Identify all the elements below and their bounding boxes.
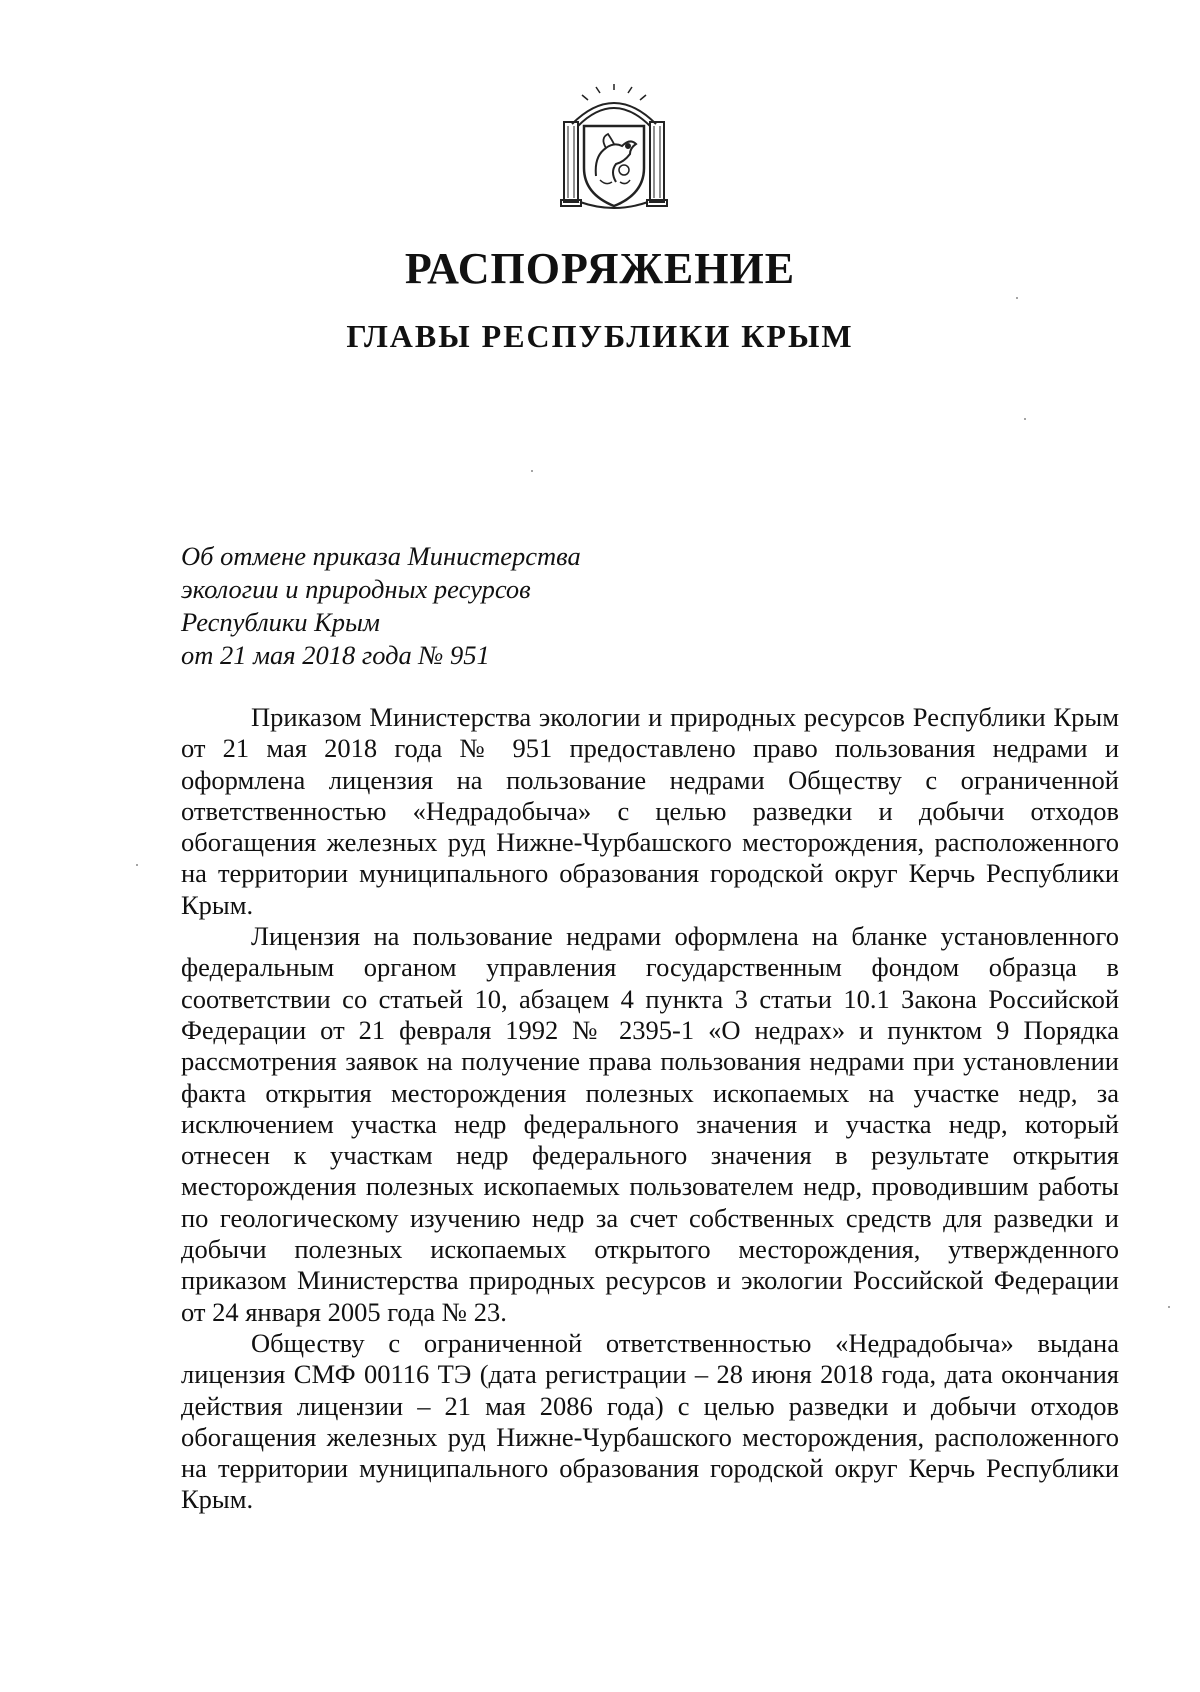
subject-line: Республики Крым — [181, 607, 380, 637]
subject-line: Об отмене приказа Министерства — [181, 541, 581, 571]
scan-speck — [1016, 297, 1018, 299]
document-subtitle: ГЛАВЫ РЕСПУБЛИКИ КРЫМ — [346, 318, 854, 354]
scan-speck — [531, 470, 533, 472]
subject-line: экологии и природных ресурсов — [181, 574, 531, 604]
scan-speck — [136, 864, 138, 866]
body-paragraph: Лицензия на пользование недрами оформлена на бланке установленного федеральным органом управления государственным фондом образца в соответствии со статьей 10, абзацем 4 пункта 3 статьи 10.1 Закона Российской Федерации от 21 февраля 1992 № 2395-1 «О недрах» и пунктом 9 Порядка рассмотрения заявок на получение права пользования недрами при установлении факта открытия месторождения полезных ископаемых на участке недр, за исключением участка недр федерального значения и участка недр, который отнесен к участкам недр федерального значения в результате открытия месторождения полезных ископаемых пользователем недр, проводившим работы по геологическому изучению недр за счет собственных средств для разведки и добычи полезных ископаемых открытого месторождения, утвержденного приказом Министерства природных ресурсов и экологии Российской Федерации от 24 января 2005 года № 23. — [181, 921, 1119, 1327]
document-title: РАСПОРЯЖЕНИЕ — [404, 244, 796, 293]
subject-line: от 21 мая 2018 года № 951 — [181, 640, 490, 670]
scan-speck — [1168, 1306, 1170, 1308]
crimea-coat-of-arms-icon — [560, 84, 668, 214]
scan-speck — [1024, 418, 1026, 420]
body-paragraph: Приказом Министерства экологии и природных ресурсов Республики Крым от 21 мая 2018 года № 951 предоставлено право пользования недрами и оформлена лицензия на пользование недрами Обществу с ограниченной ответственностью «Недрадобыча» с целью разведки и добычи отходов обогащения железных руд Нижне-Чурбашского месторождения, расположенного на территории муниципального образования городской округ Керчь Республики Крым. — [181, 702, 1119, 920]
document-subject — [181, 540, 581, 672]
document-body — [181, 702, 1119, 1516]
body-paragraph: Обществу с ограниченной ответственностью «Недрадобыча» выдана лицензия СМФ 00116 ТЭ (дата регистрации – 28 июня 2018 года, дата окончания действия лицензии – 21 мая 2086 года) с целью разведки и добычи отходов обогащения железных руд Нижне-Чурбашского месторождения, расположенного на территории муниципального образования городской округ Керчь Республики Крым. — [181, 1327, 1119, 1515]
